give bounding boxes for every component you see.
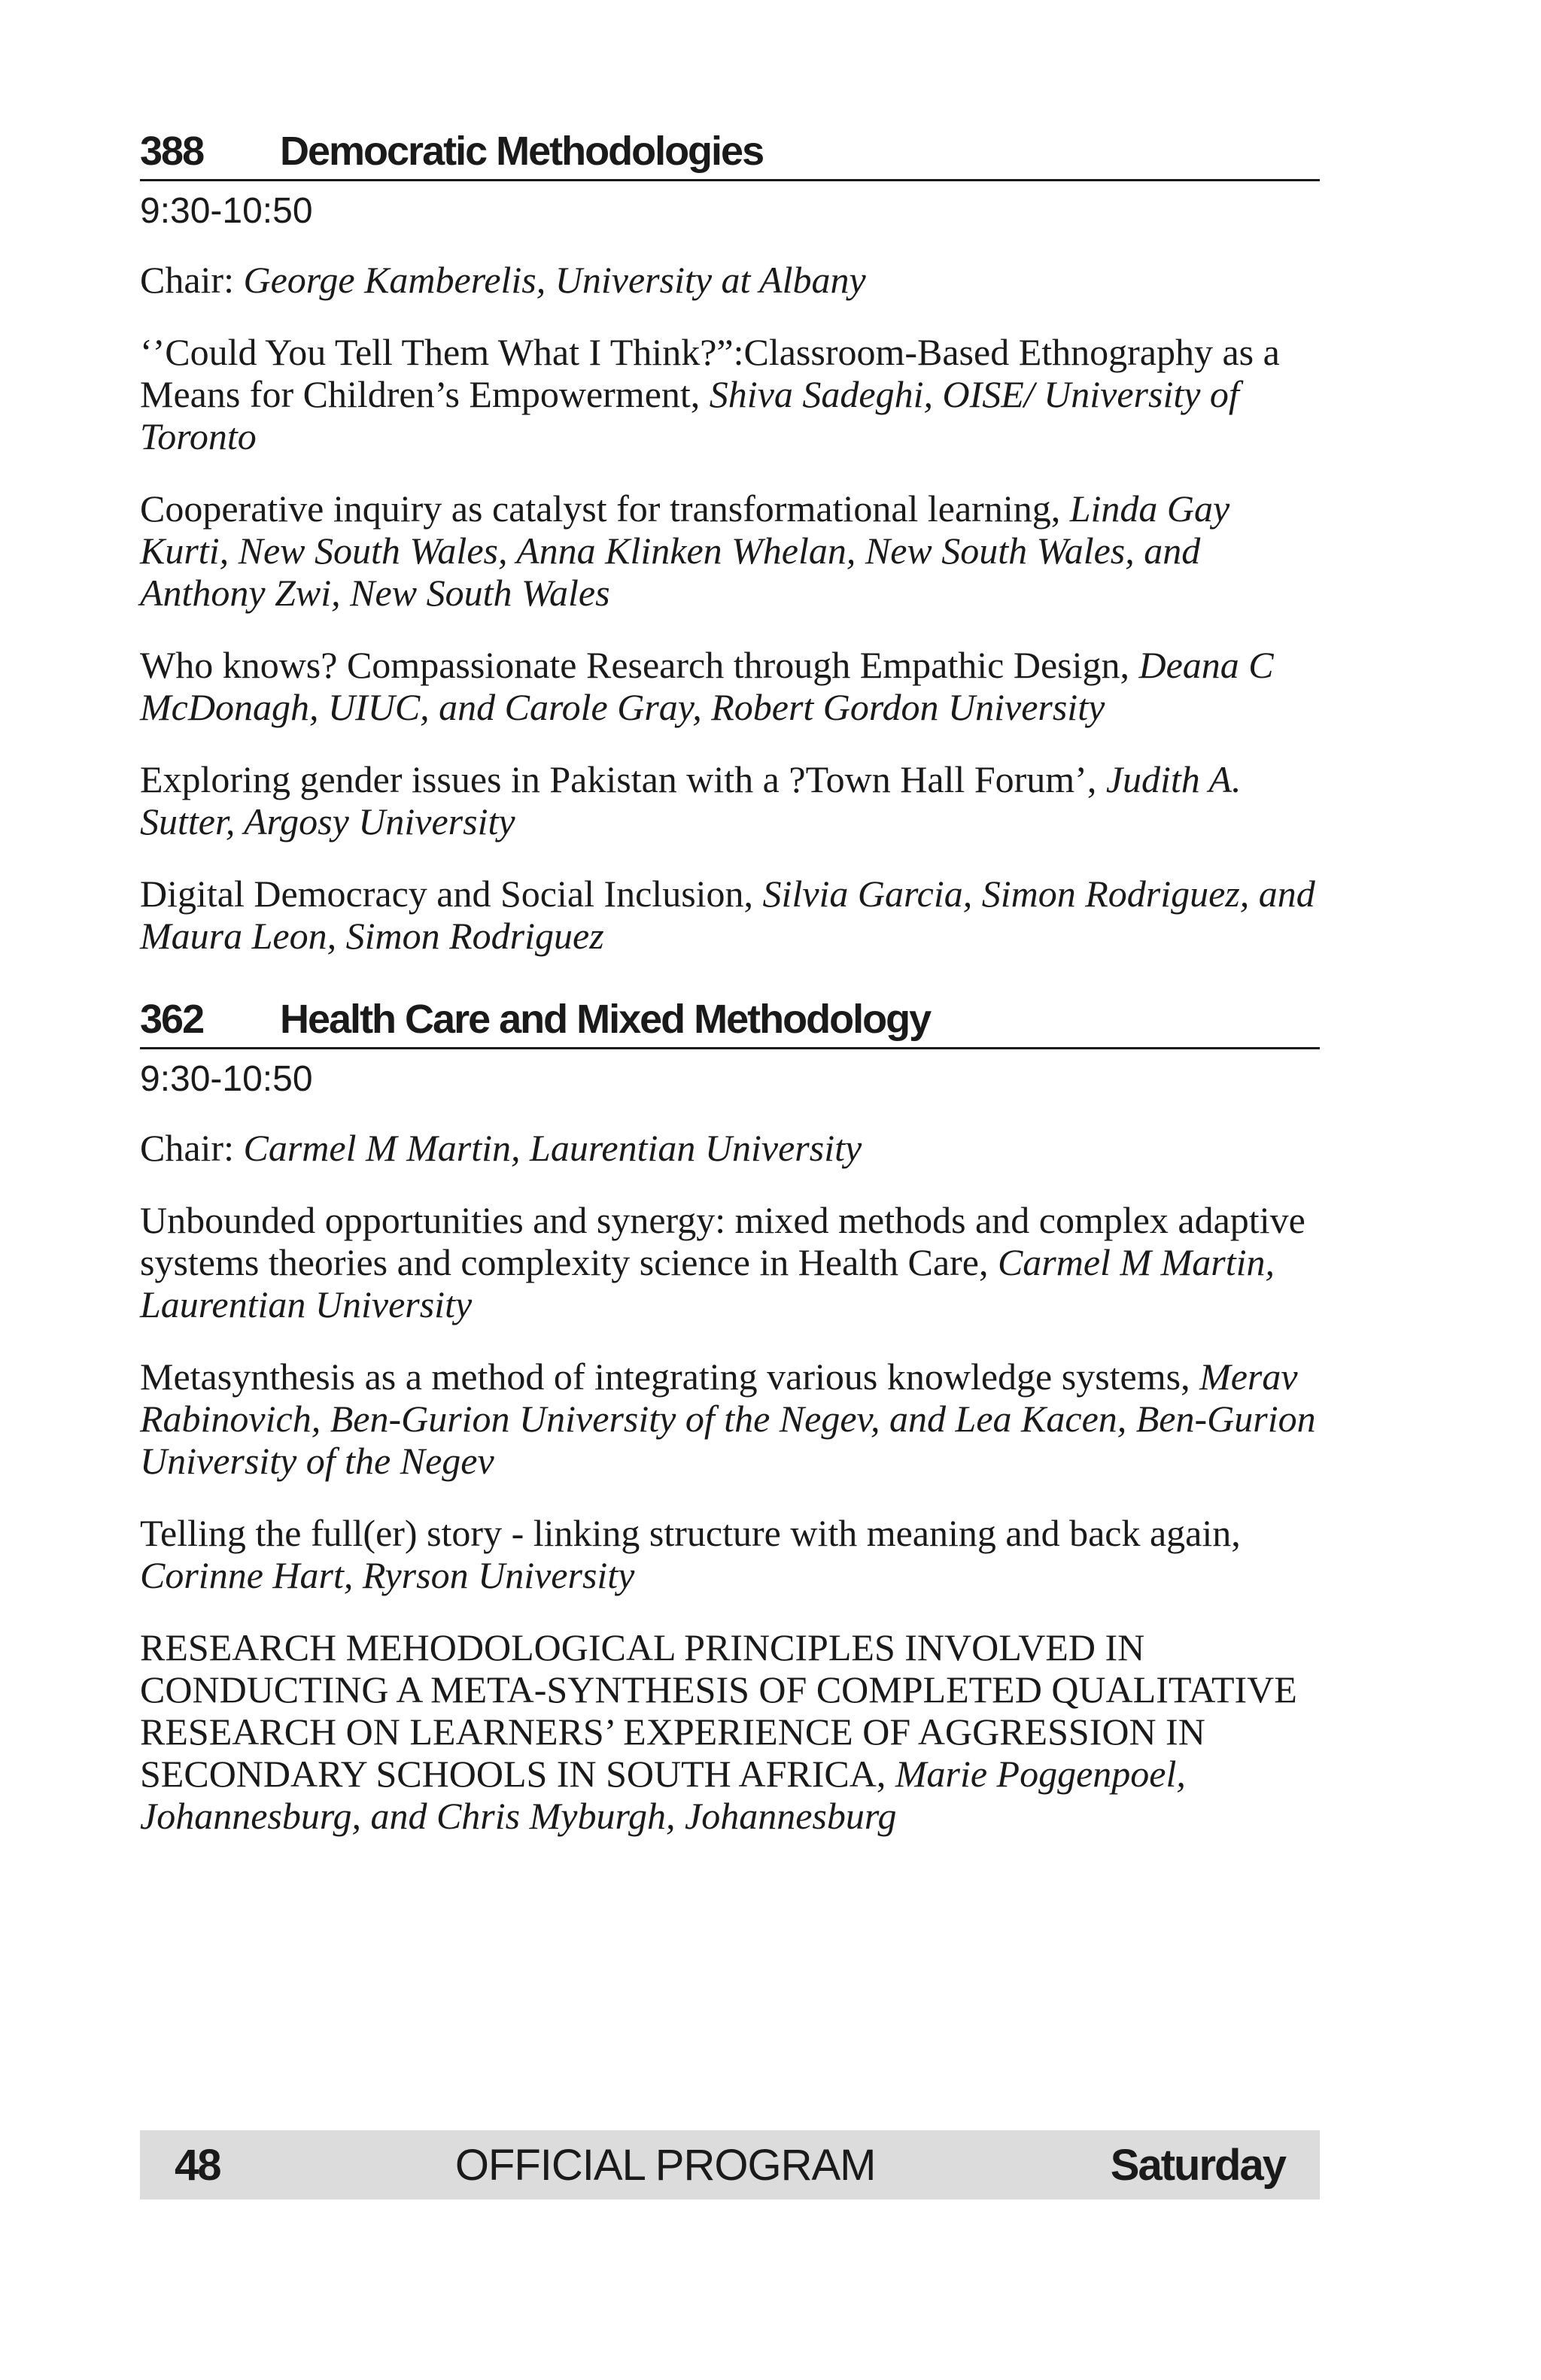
paper-authors: Carmel M Martin, Laurentian University [140, 1241, 1275, 1325]
session-388 [140, 128, 1320, 957]
chair-name: Carmel M Martin, Laurentian University [243, 1127, 862, 1169]
paper-title: Telling the full(er) story - linking structure with meaning and back again, [140, 1512, 1241, 1554]
paper-authors: Corinne Hart, Ryrson University [140, 1554, 635, 1596]
paper-authors: Shiva Sadeghi, OISE/ University of Toronto [140, 373, 1239, 457]
paper-authors: Silvia Garcia, Simon Rodriguez, and Maura Leon, Simon Rodriguez [140, 873, 1315, 957]
session-header [140, 996, 1320, 1049]
paper-authors: Linda Gay Kurti, New South Wales, Anna Klinken Whelan, New South Wales, and Anthony Zwi, New South Wales [140, 487, 1230, 614]
paper-title: ‘’Could You Tell Them What I Think?”:Classroom-Based Ethnography as a Means for Children’s Empowerment, [140, 331, 1280, 415]
paper-entry [140, 1355, 1320, 1482]
paper-entry [140, 1199, 1320, 1325]
page-number: 48 [175, 2140, 220, 2190]
paper-title: Digital Democracy and Social Inclusion, [140, 873, 754, 915]
paper-entry [140, 331, 1320, 457]
program-page [140, 128, 1320, 1867]
session-title: Health Care and Mixed Methodology [280, 997, 931, 1042]
session-chair [140, 259, 1320, 301]
paper-authors: Judith A. Sutter, Argosy University [140, 758, 1242, 842]
session-number: 388 [140, 129, 204, 174]
chair-name: George Kamberelis, University at Albany [243, 259, 866, 301]
session-number: 362 [140, 997, 204, 1042]
paper-entry [140, 758, 1320, 842]
paper-entry [140, 873, 1320, 957]
paper-entry [140, 644, 1320, 728]
session-chair [140, 1127, 1320, 1169]
paper-authors: Deana C McDonagh, UIUC, and Carole Gray, Robert Gordon University [140, 644, 1274, 728]
paper-entry [140, 1512, 1320, 1596]
session-time: 9:30-10:50 [140, 1059, 313, 1099]
footer-title: OFFICIAL PROGRAM [454, 2140, 876, 2190]
chair-label: Chair: [140, 1127, 234, 1169]
paper-entry [140, 487, 1320, 614]
paper-authors: Marie Poggenpoel, Johannesburg, and Chris Myburgh, Johannesburg [140, 1753, 1186, 1837]
paper-title: RESEARCH MEHODOLOGICAL PRINCIPLES INVOLVED IN CONDUCTING A META-SYNTHESIS OF COMPLETED QUALITATIVE RESEARCH ON LEARNERS’ EXPERIENCE OF AGGRESSION IN SECONDARY SCHOOLS IN SOUTH AFRICA, [140, 1626, 1297, 1795]
paper-authors: Merav Rabinovich, Ben-Gurion University of the Negev, and Lea Kacen, Ben-Gurion University of the Negev [140, 1355, 1316, 1482]
footer-day: Saturday [1110, 2140, 1285, 2190]
chair-label: Chair: [140, 259, 234, 301]
paper-title: Unbounded opportunities and synergy: mixed methods and complex adaptive systems theories and complexity science in Health Care, [140, 1199, 1305, 1283]
paper-title: Cooperative inquiry as catalyst for transformational learning, [140, 487, 1061, 530]
page-footer [140, 2130, 1320, 2199]
session-title: Democratic Methodologies [280, 129, 764, 174]
paper-title: Exploring gender issues in Pakistan with a ?Town Hall Forum’, [140, 758, 1097, 800]
session-time: 9:30-10:50 [140, 191, 313, 231]
session-362 [140, 996, 1320, 1837]
paper-entry [140, 1626, 1320, 1837]
paper-title: Who knows? Compassionate Research through Empathic Design, [140, 644, 1129, 686]
paper-title: Metasynthesis as a method of integrating various knowledge systems, [140, 1355, 1190, 1398]
session-header [140, 128, 1320, 181]
